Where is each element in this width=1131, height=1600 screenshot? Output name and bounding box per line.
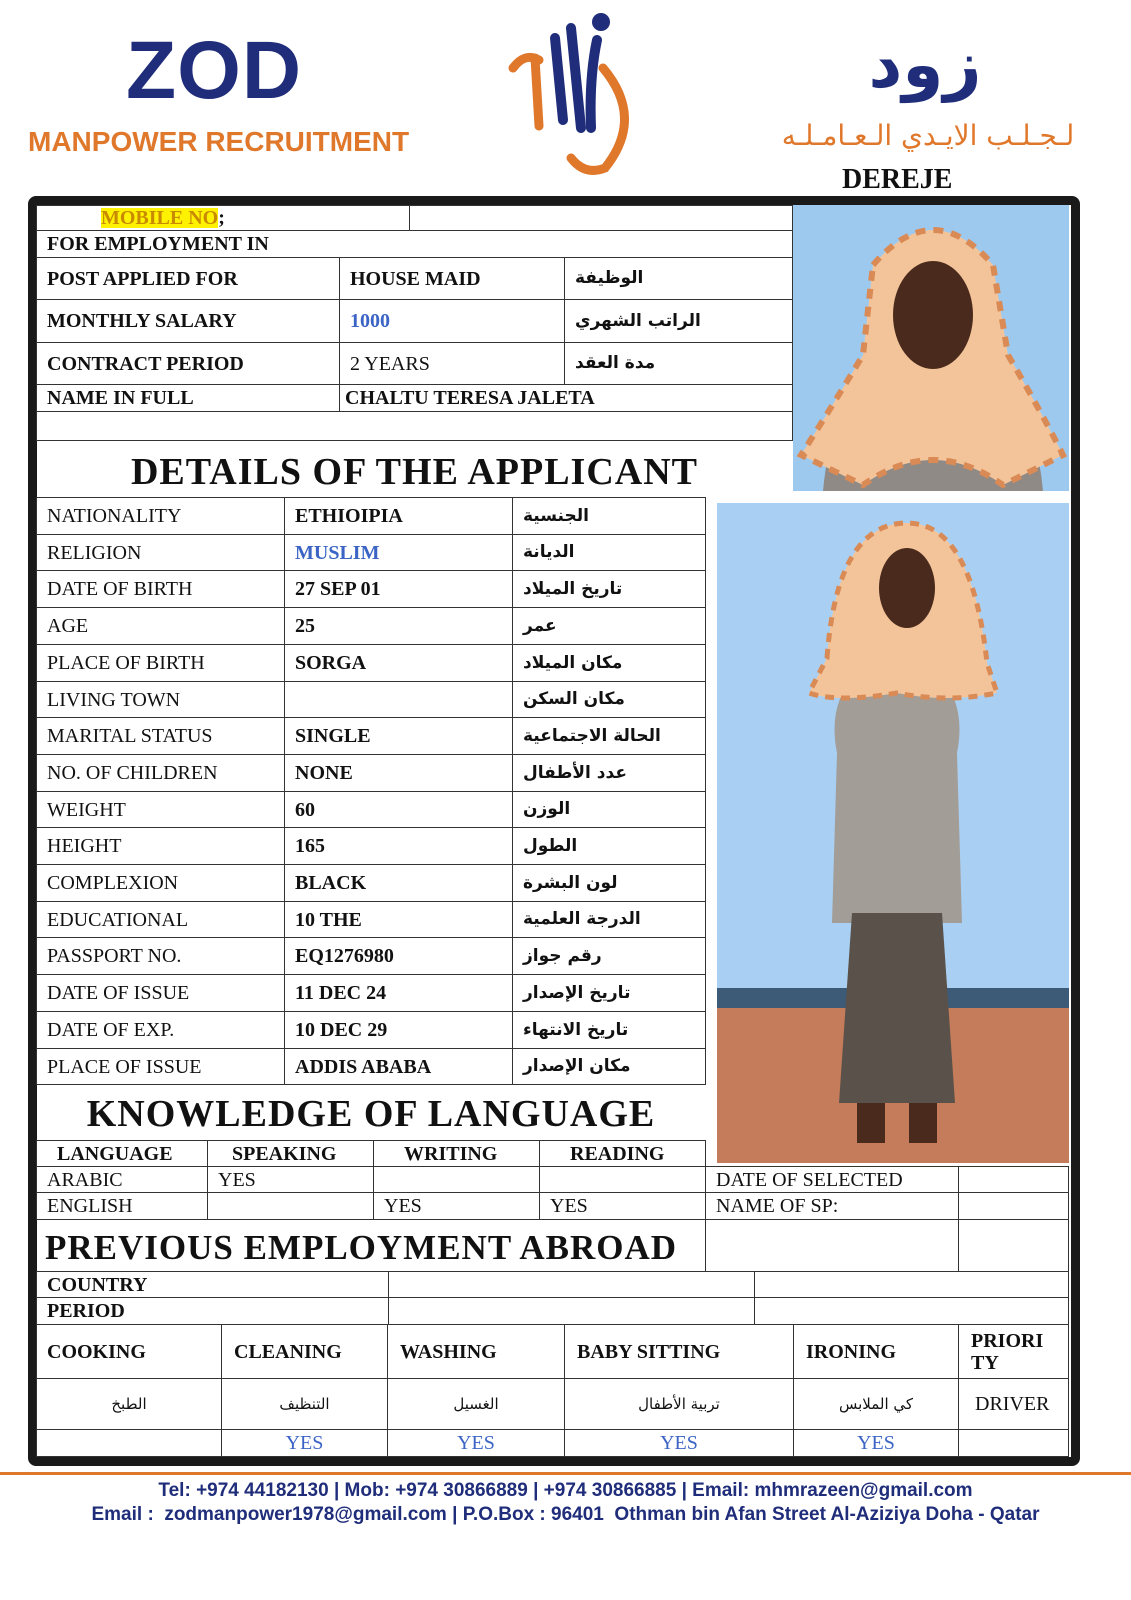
skill-babysitting-ar: تربية الأطفال [564,1378,794,1430]
sponsor-label: NAME OF SP: [705,1192,959,1220]
lang-english: ENGLISH [36,1192,208,1220]
lang-arabic-speaking: YES [207,1166,374,1193]
date-selected-value [958,1166,1069,1193]
country-label: COUNTRY [36,1271,389,1298]
detail-place-of-issue-value: ADDIS ABABA [284,1048,513,1085]
footer-contact-line-2: Email : zodmanpower1978@gmail.com | P.O.Box : 96401 Othman bin Afan Street Al-Aziziya Doha - Qatar [91,1504,1040,1525]
period-label: PERIOD [36,1297,389,1325]
mobile-label: MOBILE NO [101,207,219,229]
skill-cooking-value [36,1429,222,1457]
detail-educational-value: 10 THE [284,901,513,938]
skill-washing-label: WASHING [387,1324,565,1379]
brand-logo-text: ZOD [126,25,303,116]
detail-weight-value: 60 [284,791,513,828]
detail-date-of-issue-label-ar: تاريخ الإصدار [512,974,706,1012]
footer-rule [0,1472,1131,1475]
period-value-2 [754,1297,1069,1325]
detail-marital-status-value: SINGLE [284,717,513,755]
skill-washing-value: YES [387,1429,565,1457]
detail-place-of-birth-value: SORGA [284,644,513,682]
skill-babysitting-label: BABY SITTING [564,1324,794,1379]
detail-date-of-birth-value: 27 SEP 01 [284,570,513,608]
post-label: POST APPLIED FOR [36,257,340,300]
skill-ironing-value: YES [793,1429,959,1457]
detail-living-town-label: LIVING TOWN [36,681,285,718]
priority-label-text: PRIORI TY [971,1329,1044,1374]
employment-label: FOR EMPLOYMENT IN [36,230,793,258]
detail-passport-no-value: EQ1276980 [284,937,513,975]
mobile-value[interactable] [409,205,793,231]
lang-arabic-reading [539,1166,706,1193]
detail-religion-label: RELIGION [36,534,285,571]
detail-educational-label: EDUCATIONAL [36,901,285,938]
lang-arabic: ARABIC [36,1166,208,1193]
detail-height-label-ar: الطول [512,827,706,865]
detail-complexion-label-ar: لون البشرة [512,864,706,902]
salary-value: 1000 [339,299,565,343]
post-label-ar: الوظيفة [564,257,793,300]
priority-value: DRIVER [958,1378,1069,1430]
detail-complexion-value: BLACK [284,864,513,902]
detail-date-of-exp-value: 10 DEC 29 [284,1011,513,1049]
detail-complexion-label: COMPLEXION [36,864,285,902]
detail-age-value: 25 [284,607,513,645]
contract-label: CONTRACT PERIOD [36,342,340,385]
fullname-label: NAME IN FULL [36,384,340,412]
country-value-2 [754,1271,1069,1298]
lang-english-writing: YES [373,1192,540,1220]
detail-date-of-birth-label-ar: تاريخ الميلاد [512,570,706,608]
language-title: KNOWLEDGE OF LANGUAGE [86,1093,656,1135]
detail-age-label-ar: عمر [512,607,706,645]
contract-label-ar: مدة العقد [564,342,793,385]
detail-place-of-birth-label: PLACE OF BIRTH [36,644,285,682]
detail-no-of-children-value: NONE [284,754,513,792]
detail-height-label: HEIGHT [36,827,285,865]
skill-babysitting-value: YES [564,1429,794,1457]
lang-english-reading: YES [539,1192,706,1220]
detail-religion-label-ar: الديانة [512,534,706,571]
agent-name: DEREJE [842,164,953,195]
skill-ironing-label: IRONING [793,1324,959,1379]
lang-header-speaking: SPEAKING [207,1140,374,1167]
detail-date-of-issue-label: DATE OF ISSUE [36,974,285,1012]
detail-age-label: AGE [36,607,285,645]
detail-place-of-issue-label: PLACE OF ISSUE [36,1048,285,1085]
detail-date-of-exp-label: DATE OF EXP. [36,1011,285,1049]
lang-header-writing: WRITING [373,1140,540,1167]
full-body-photo [717,503,1069,1163]
previous-blank-2 [958,1219,1069,1272]
detail-date-of-birth-label: DATE OF BIRTH [36,570,285,608]
mobile-separator: ; [218,207,225,229]
detail-nationality-label: NATIONALITY [36,497,285,535]
detail-height-value: 165 [284,827,513,865]
detail-place-of-issue-label-ar: مكان الإصدار [512,1048,706,1085]
detail-religion-value: MUSLIM [284,534,513,571]
detail-educational-label-ar: الدرجة العلمية [512,901,706,938]
detail-living-town-value [284,681,513,718]
details-title: DETAILS OF THE APPLICANT [130,451,699,493]
lang-header-language: LANGUAGE [36,1140,208,1167]
detail-nationality-value: ETHIOIPIA [284,497,513,535]
skill-cooking-label: COOKING [36,1324,222,1379]
portrait-photo-image [793,205,1069,491]
priority-label [958,1324,1069,1379]
period-value-1 [388,1297,755,1325]
brand-subtitle-arabic: لـجـلـب الايـدي الـعـامـلـه [781,119,1075,152]
detail-passport-no-label: PASSPORT NO. [36,937,285,975]
detail-nationality-label-ar: الجنسية [512,497,706,535]
priority-extra [958,1429,1069,1457]
detail-passport-no-label-ar: رقم جواز [512,937,706,975]
skill-cleaning-ar: التنظيف [221,1378,388,1430]
skill-ironing-ar: كي الملابس [793,1378,959,1430]
lang-arabic-writing [373,1166,540,1193]
mobile-label-cell [36,205,410,231]
previous-blank-1 [705,1219,959,1272]
detail-living-town-label-ar: مكان السكن [512,681,706,718]
lang-header-reading: READING [539,1140,706,1167]
detail-no-of-children-label-ar: عدد الأطفال [512,754,706,792]
portrait-photo [793,205,1069,491]
brand-logo-arabic: زود [868,26,982,103]
post-value: HOUSE MAID [339,257,565,300]
skill-cleaning-value: YES [221,1429,388,1457]
detail-marital-status-label-ar: الحالة الاجتماعية [512,717,706,755]
footer-contact-line-1: Tel: +974 44182130 | Mob: +974 30866889 | +974 30866885 | Email: mhmrazeen@gmail.com [158,1480,973,1501]
lang-english-speaking [207,1192,374,1220]
fullname-value: CHALTU TERESA JALETA [339,384,793,412]
skill-washing-ar: الغسيل [387,1378,565,1430]
detail-weight-label: WEIGHT [36,791,285,828]
previous-title: PREVIOUS EMPLOYMENT ABROAD [44,1228,678,1267]
brand-subtitle: MANPOWER RECRUITMENT [28,126,410,157]
country-value-1 [388,1271,755,1298]
spacer-row [36,411,793,441]
sponsor-value [958,1192,1069,1220]
contract-value: 2 YEARS [339,342,565,385]
detail-date-of-exp-label-ar: تاريخ الانتهاء [512,1011,706,1049]
full-body-photo-image [717,503,1069,1163]
zod-logo-icon [505,8,635,178]
salary-label-ar: الراتب الشهري [564,299,793,343]
date-selected-label: DATE OF SELECTED [705,1166,959,1193]
skill-cooking-ar: الطبخ [36,1378,222,1430]
salary-label: MONTHLY SALARY [36,299,340,343]
detail-no-of-children-label: NO. OF CHILDREN [36,754,285,792]
detail-marital-status-label: MARITAL STATUS [36,717,285,755]
detail-date-of-issue-value: 11 DEC 24 [284,974,513,1012]
detail-weight-label-ar: الوزن [512,791,706,828]
detail-place-of-birth-label-ar: مكان الميلاد [512,644,706,682]
skill-cleaning-label: CLEANING [221,1324,388,1379]
